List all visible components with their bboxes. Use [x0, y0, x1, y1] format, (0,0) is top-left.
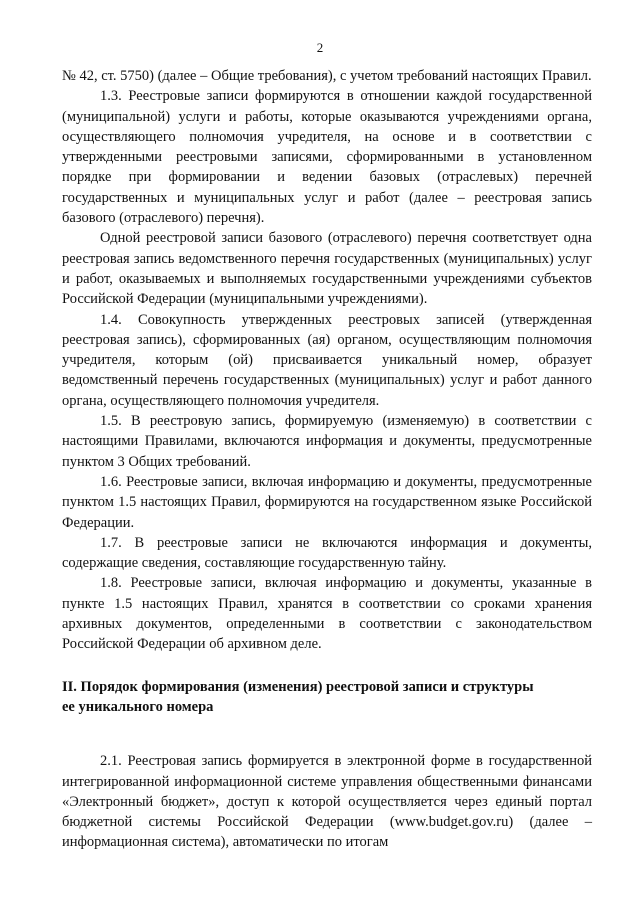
document-body: [62, 66, 592, 853]
paragraph-1-8: 1.8. Реестровые записи, включая информацию и документы, указанные в пункте 1.5 настоящих Правил, хранятся в соответствии со сроками хранения архивных документов, определенными в соответствии с законодательством Российской Федерации об архивном деле.: [62, 575, 592, 653]
paragraph-1-3: 1.3. Реестровые записи формируются в отношении каждой государственной (муниципальной) услуги и работы, которые оказываются учреждениями органа, осуществляющего полномочия учредителя, на основе и в соответствии с утвержденными реестровыми записями, сформированными в установленном порядке при формировании и ведении базовых (отраслевых) перечней государственных и муниципальных услуг и работ (далее – реестровая запись базового (отраслевого) перечня).: [62, 88, 592, 227]
paragraph-1-5: 1.5. В реестровую запись, формируемую (изменяемую) в соответствии с настоящими Правилами, включаются информация и документы, предусмотренные пунктом 3 Общих требований.: [62, 413, 592, 470]
paragraph-1-7: 1.7. В реестровые записи не включаются информация и документы, содержащие сведения, составляющие государственную тайну.: [62, 534, 592, 572]
page-number: 2: [316, 40, 324, 55]
section-heading-line-2: ее уникального номера: [62, 698, 214, 715]
paragraph-1-6: 1.6. Реестровые записи, включая информацию и документы, предусмотренные пунктом 1.5 настоящих Правил, формируются на государственном языке Российской Федерации.: [62, 473, 592, 531]
section-heading-line-1: II. Порядок формирования (изменения) реестровой записи и структуры: [62, 678, 534, 695]
paragraph-1-4: 1.4. Совокупность утвержденных реестровых записей (утвержденная реестровая запись), сформированных (ая) органом, осуществляющим полномочия учредителя, которым (ой) присваивается уникальный номер, образует ведомственный перечень государственных (муниципальных) услуг и работ данного органа, осуществляющего полномочия учредителя.: [62, 311, 592, 409]
paragraph-continuation: № 42, ст. 5750) (далее – Общие требования), с учетом требований настоящих Правил.: [62, 68, 592, 84]
paragraph-2-1: 2.1. Реестровая запись формируется в электронной форме в государственной интегрированной информационной системе управления общественными финансами «Электронный бюджет», доступ к которой осуществляется через единый портал бюджетной системы Российской Федерации (www.budget.gov.ru) (далее – информационная система), автоматически по итогам: [62, 753, 592, 851]
paragraph-1-3-continued: Одной реестровой записи базового (отраслевого) перечня соответствует одна реестровая запись ведомственного перечня государственных (муниципальных) услуг и работ, оказываемых и выполняемых государственными учреждениями субъектов Российской Федерации (муниципальными учреждениями).: [62, 230, 592, 308]
